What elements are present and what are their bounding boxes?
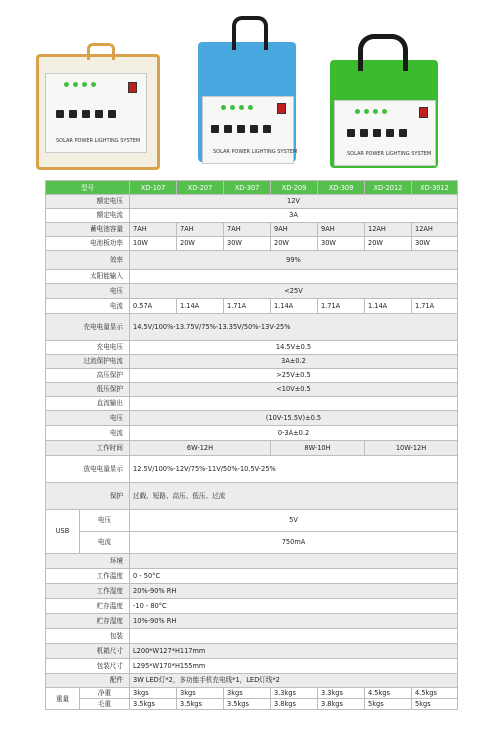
- row-value: <25V: [130, 284, 458, 299]
- row-value: [130, 397, 458, 411]
- header-cell: XD-209: [271, 181, 318, 195]
- header-cell: XD-207: [177, 181, 224, 195]
- row-value: 3.5kgs: [177, 699, 224, 710]
- row-value: 3kgs: [177, 688, 224, 699]
- row-value: 5V: [130, 510, 458, 532]
- row-label: 保护: [46, 483, 130, 510]
- carry-handle: [87, 43, 115, 60]
- header-cell: XD-107: [130, 181, 177, 195]
- row-value: 0 - 50°C: [130, 569, 458, 584]
- table-row: [46, 674, 458, 688]
- row-value: [130, 554, 458, 569]
- indicator-leds: [355, 109, 387, 114]
- row-value: [130, 270, 458, 284]
- row-value: 3W LED灯*2，多功能手机充电线*1，LED灯线*2: [130, 674, 458, 688]
- row-value: 3A: [130, 209, 458, 223]
- table-header-row: [46, 181, 458, 195]
- header-cell: XD-309: [318, 181, 365, 195]
- row-label: 电流: [46, 299, 130, 314]
- row-label: 电池板功率: [46, 237, 130, 251]
- row-value: 20W: [177, 237, 224, 251]
- row-value: 0-3A±0.2: [130, 426, 458, 441]
- row-value: 12V: [130, 195, 458, 209]
- row-value: 3kgs: [130, 688, 177, 699]
- row-label: 蓄电池容量: [46, 223, 130, 237]
- table-row: [46, 270, 458, 284]
- output-sockets: [211, 125, 271, 133]
- row-value: 20%-90% RH: [130, 584, 458, 599]
- table-row: [46, 237, 458, 251]
- power-switch: [128, 82, 137, 93]
- row-value: 10W: [130, 237, 177, 251]
- row-label: 放电电量显示: [46, 456, 130, 483]
- row-label: 配件: [46, 674, 130, 688]
- table-row: [46, 483, 458, 510]
- output-sockets: [56, 110, 116, 118]
- table-row: [46, 441, 458, 456]
- row-value: 3.8kgs: [318, 699, 365, 710]
- row-value: 12AH: [412, 223, 458, 237]
- row-value: -10 - 80°C: [130, 599, 458, 614]
- panel-label: SOLAR POWER LIGHTING SYSTEM: [347, 151, 432, 157]
- table-row: [46, 411, 458, 426]
- carry-handle: [358, 34, 408, 71]
- row-label: 机箱尺寸: [46, 644, 130, 659]
- row-value: 750mA: [130, 532, 458, 554]
- row-value: 9AH: [271, 223, 318, 237]
- row-value: 20W: [365, 237, 412, 251]
- row-label: 电压: [46, 411, 130, 426]
- spec-table: [45, 180, 458, 710]
- row-value: (10V-15.5V)±0.5: [130, 411, 458, 426]
- product-photo-green-unit: [330, 60, 438, 168]
- indicator-leds: [64, 82, 96, 87]
- row-value: L295*W170*H155mm: [130, 659, 458, 674]
- row-value: 9AH: [318, 223, 365, 237]
- row-value: 1.14A: [271, 299, 318, 314]
- header-cell: 型号: [46, 181, 130, 195]
- row-value: 5kgs: [412, 699, 458, 710]
- table-row: [46, 456, 458, 483]
- front-panel: [334, 100, 436, 166]
- table-row: [46, 223, 458, 237]
- table-row: [46, 341, 458, 355]
- table-row: [46, 659, 458, 674]
- row-value: 1.71A: [412, 299, 458, 314]
- row-value: 99%: [130, 251, 458, 270]
- row-value: [130, 629, 458, 644]
- power-switch: [277, 103, 286, 114]
- row-value: 1.14A: [365, 299, 412, 314]
- output-sockets: [347, 129, 407, 137]
- table-row: [46, 510, 458, 532]
- table-row: [46, 426, 458, 441]
- row-label: 额定电流: [46, 209, 130, 223]
- row-value: 5kgs: [365, 699, 412, 710]
- row-label: 电压: [80, 510, 130, 532]
- row-value: 1.71A: [318, 299, 365, 314]
- row-value: 3.3kgs: [271, 688, 318, 699]
- row-label: 电流: [46, 426, 130, 441]
- row-value: 12.5V/100%-12V/75%-11V/50%-10.5V-25%: [130, 456, 458, 483]
- row-value: 30W: [318, 237, 365, 251]
- row-value: 3.5kgs: [130, 699, 177, 710]
- row-label: 电压: [46, 284, 130, 299]
- row-value: 4.5kgs: [412, 688, 458, 699]
- row-value: 30W: [224, 237, 271, 251]
- table-row: [46, 314, 458, 341]
- weight-label: 重量: [46, 688, 80, 710]
- row-value: >25V±0.5: [130, 369, 458, 383]
- row-label: 净重: [80, 688, 130, 699]
- front-panel: [202, 96, 298, 164]
- table-row: [46, 569, 458, 584]
- table-row: [46, 195, 458, 209]
- row-label: 太阳能输入: [46, 270, 130, 284]
- row-value: 3A±0.2: [130, 355, 458, 369]
- header-cell: XD-2012: [365, 181, 412, 195]
- table-row: [46, 644, 458, 659]
- table-row: [46, 614, 458, 629]
- row-value: 3.3kgs: [318, 688, 365, 699]
- row-label: 贮存温度: [46, 599, 130, 614]
- row-label: 高压保护: [46, 369, 130, 383]
- table-row: [46, 584, 458, 599]
- table-row: [46, 355, 458, 369]
- header-cell: XD-3012: [412, 181, 458, 195]
- row-label: 充电电量显示: [46, 314, 130, 341]
- row-value: 8W-10H: [271, 441, 365, 456]
- row-label: 毛重: [80, 699, 130, 710]
- row-value: 0.57A: [130, 299, 177, 314]
- table-row: [46, 299, 458, 314]
- table-row: [46, 284, 458, 299]
- row-label: 低压保护: [46, 383, 130, 397]
- row-value: 7AH: [130, 223, 177, 237]
- row-value: 7AH: [224, 223, 271, 237]
- row-label: 工作温度: [46, 569, 130, 584]
- row-value: L200*W127*H117mm: [130, 644, 458, 659]
- row-value: 过载、短路、高压、低压、过流: [130, 483, 458, 510]
- row-label: 电流: [80, 532, 130, 554]
- row-value: 14.5V/100%-13.75V/75%-13.35V/50%-13V-25%: [130, 314, 458, 341]
- row-value: 20W: [271, 237, 318, 251]
- usb-label: USB: [46, 510, 80, 554]
- row-label: 过流保护电流: [46, 355, 130, 369]
- row-value: <10V±0.5: [130, 383, 458, 397]
- table-row: [46, 397, 458, 411]
- row-label: 环境: [46, 554, 130, 569]
- row-value: 10W-12H: [365, 441, 458, 456]
- row-value: 6W-12H: [130, 441, 271, 456]
- row-value: 3.5kgs: [224, 699, 271, 710]
- header-cell: XD-307: [224, 181, 271, 195]
- row-value: 10%-90% RH: [130, 614, 458, 629]
- row-label: 直流输出: [46, 397, 130, 411]
- indicator-leds: [221, 105, 253, 110]
- power-switch: [419, 107, 428, 118]
- carry-handle: [232, 16, 268, 50]
- table-row: [46, 251, 458, 270]
- row-value: 4.5kgs: [365, 688, 412, 699]
- row-value: 1.14A: [177, 299, 224, 314]
- row-value: 12AH: [365, 223, 412, 237]
- table-row: [46, 369, 458, 383]
- table-row: [46, 688, 458, 699]
- panel-label: SOLAR POWER LIGHTING SYSTEM: [56, 138, 141, 144]
- table-row: [46, 699, 458, 710]
- table-row: [46, 532, 458, 554]
- row-label: 包装: [46, 629, 130, 644]
- row-label: 充电电压: [46, 341, 130, 355]
- row-label: 包装尺寸: [46, 659, 130, 674]
- row-label: 工作湿度: [46, 584, 130, 599]
- table-row: [46, 629, 458, 644]
- row-value: 14.5V±0.5: [130, 341, 458, 355]
- row-value: 30W: [412, 237, 458, 251]
- product-photos: [0, 0, 500, 170]
- row-value: 1.71A: [224, 299, 271, 314]
- table-row: [46, 209, 458, 223]
- row-value: 7AH: [177, 223, 224, 237]
- row-label: 贮存湿度: [46, 614, 130, 629]
- row-label: 工作时间: [46, 441, 130, 456]
- product-photo-blue-unit: [198, 42, 296, 162]
- row-label: 效率: [46, 251, 130, 270]
- table-row: [46, 554, 458, 569]
- row-value: 3.8kgs: [271, 699, 318, 710]
- table-row: [46, 599, 458, 614]
- panel-label: SOLAR POWER LIGHTING SYSTEM: [213, 149, 298, 155]
- row-label: 额定电压: [46, 195, 130, 209]
- front-panel: [45, 73, 147, 153]
- product-photo-orange-unit: [36, 54, 160, 170]
- table-row: [46, 383, 458, 397]
- row-value: 3kgs: [224, 688, 271, 699]
